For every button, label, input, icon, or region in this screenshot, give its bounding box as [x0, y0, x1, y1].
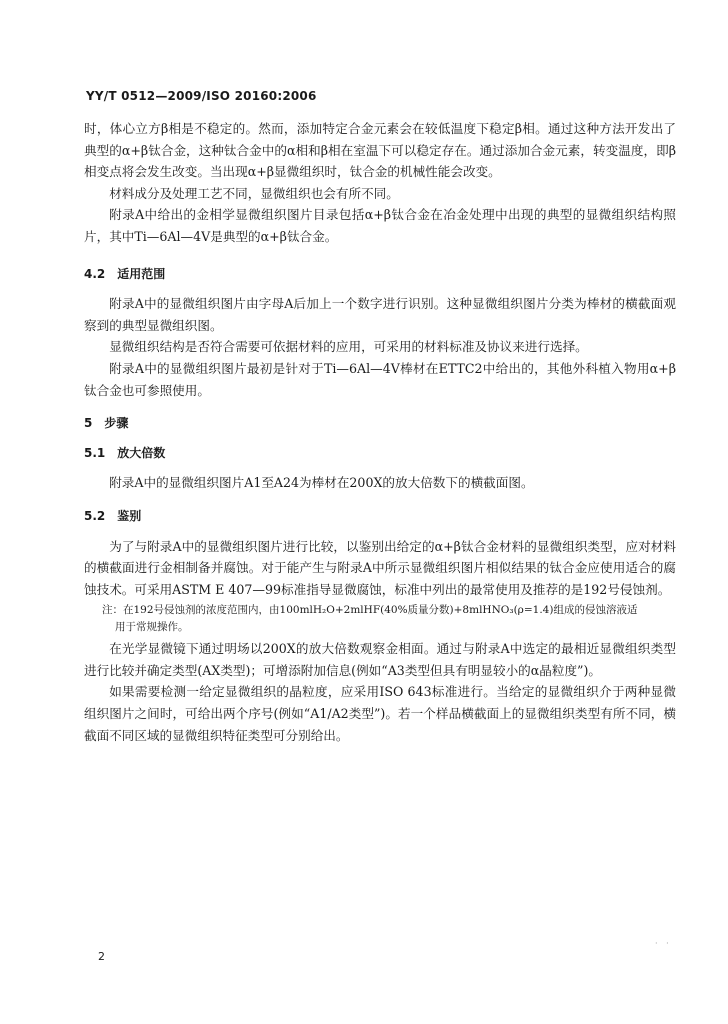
note-line: 注：在192号侵蚀剂的浓度范围内，由100mlH₂O+2mlHF(40%质量分数)+8mlHNO₃(ρ=1.4)组成的侵蚀溶液适: [102, 604, 638, 617]
section-heading-4-2: 4.2 适用范围: [84, 266, 166, 281]
paragraph-continuation: 时，体心立方β相是不稳定的。然而，添加特定合金元素会在较低温度下稳定β相。通过这种方法开发出了典型的α+β钛合金，这种钛合金中的α相和β相在室温下可以稳定存在。通过添加合金元素，转变温度，即β相变点将会发生改变。当出现α+β显微组织时，钛合金的机械性能会改变。: [84, 121, 676, 180]
paragraph: 显微组织结构是否符合需要可依据材料的应用，可采用的材料标准及协议来进行选择。: [109, 339, 588, 355]
section-heading-5: 5 步骤: [84, 416, 129, 431]
page-number: 2: [98, 950, 105, 963]
crop-mark: · ·: [655, 939, 672, 948]
standard-code-header: YY/T 0512—2009/ISO 20160:2006: [86, 89, 317, 103]
paragraph: 在光学显微镜下通过明场以200X的放大倍数观察金相面。通过与附录A中选定的最相近显微组织类型进行比较并确定类型(AX类型)；可增添附加信息(例如“A3类型但具有明显较小的α晶粒度”)。: [84, 641, 676, 678]
note-line: 用于常规操作。: [115, 621, 189, 634]
section-heading-5-1: 5.1 放大倍数: [84, 445, 166, 460]
note: [84, 602, 676, 636]
paragraph: 附录A中的显微组织图片最初是针对于Ti—6Al—4V棒材在ETTC2中给出的，其他外科植入物用α+β钛合金也可参照使用。: [84, 360, 676, 398]
paragraph: 附录A中给出的金相学显微组织图片目录包括α+β钛合金在冶金处理中出现的典型的显微组织结构照片，其中Ti—6Al—4V是典型的α+β钛合金。: [84, 207, 676, 244]
paragraph: 为了与附录A中的显微组织图片进行比较，以鉴别出给定的α+β钛合金材料的显微组织类型，应对材料的横截面进行金相制备并腐蚀。对于能产生与附录A中所示显微组织图片相似结果的钛合金应使用适合的腐蚀技术。可采用ASTM E 407—99标准指导显微腐蚀，标准中列出的最常使用及推荐的是192号侵蚀剂。: [84, 538, 676, 597]
paragraph: 材料成分及处理工艺不同，显微组织也会有所不同。: [109, 185, 399, 201]
paragraph: 附录A中的显微组织图片A1至A24为棒材在200X的放大倍数下的横截面图。: [109, 475, 534, 491]
paragraph: 如果需要检测一给定显微组织的晶粒度，应采用ISO 643标准进行。当给定的显微组织介于两种显微组织图片之间时，可给出两个序号(例如“A1/A2类型”)。若一个样品横截面上的显微组织类型有所不同，横截面不同区域的显微组织特征类型可分别给出。: [84, 684, 676, 743]
section-heading-5-2: 5.2 鉴别: [84, 508, 142, 523]
paragraph: 附录A中的显微组织图片由字母A后加上一个数字进行识别。这种显微组织图片分类为棒材的横截面观察到的典型显微组织图。: [84, 296, 676, 333]
document-body: [84, 118, 676, 746]
